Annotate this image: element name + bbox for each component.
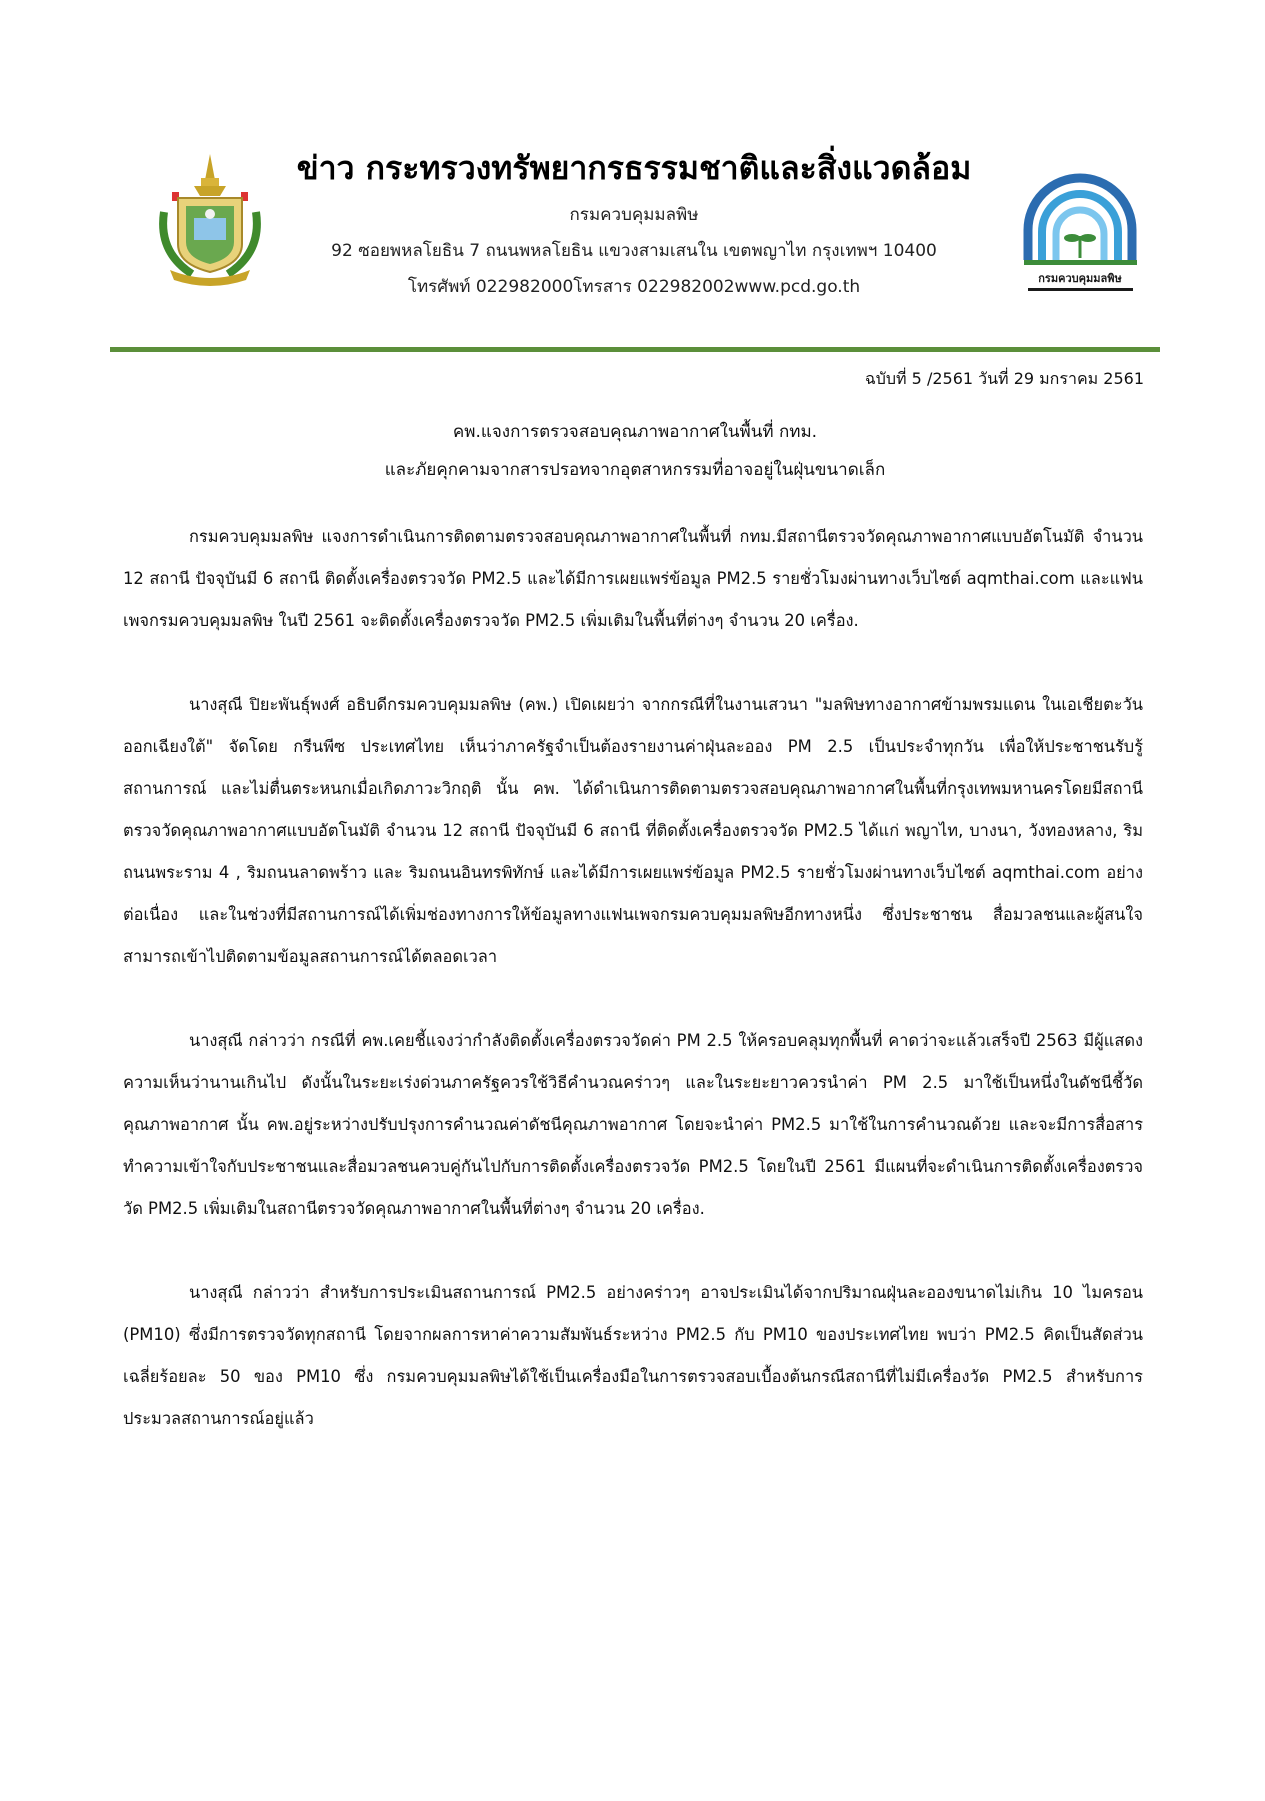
news-headline [110,413,1160,489]
paragraph-4: นางสุณี กล่าวว่า สำหรับการประเมินสถานการณ์ PM2.5 อย่างคร่าวๆ อาจประเมินได้จากปริมาณฝุ่นละอองขนาดไม่เกิน 10 ไมครอน (PM10) ซึ่งมีการตรวจวัดทุกสถานี โดยจากผลการหาค่าความสัมพันธ์ระหว่าง PM2.5 กับ PM10 ของประเทศไทย พบว่า PM2.5 คิดเป็นสัดส่วนเฉลี่ยร้อยละ 50 ของ PM10 ซึ่ง กรมควบคุมมลพิษได้ใช้เป็นเครื่องมือในการตรวจสอบเบื้องต้นกรณีสถานีที่ไม่มีเครื่องวัด PM2.5 สำหรับการประมวลสถานการณ์อยู่แล้ว [123,1283,1143,1428]
paragraph-2: นางสุณี ปิยะพันธุ์พงศ์ อธิบดีกรมควบคุมมลพิษ (คพ.) เปิดเผยว่า จากกรณีที่ในงานเสวนา "มลพิษทางอากาศข้ามพรมแดน ในเอเชียตะวันออกเฉียงใต้" จัดโดย กรีนพีซ ประเทศไทย เห็นว่าภาครัฐจำเป็นต้องรายงานค่าฝุ่นละออง PM 2.5 เป็นประจำทุกวัน เพื่อให้ประชาชนรับรู้สถานการณ์ และไม่ตื่นตระหนกเมื่อเกิดภาวะวิกฤติ นั้น คพ. ได้ดำเนินการติดตามตรวจสอบคุณภาพอากาศในพื้นที่กรุงเทพมหานครโดยมีสถานีตรวจวัดคุณภาพอากาศแบบอัตโนมัติ จำนวน 12 สถานี ปัจจุบันมี 6 สถานี ที่ติดตั้งเครื่องตรวจวัด PM2.5 ได้แก่ พญาไท, บางนา, วังทองหลาง, ริมถนนพระราม 4 , ริมถนนลาดพร้าว และ ริมถนนอินทรพิทักษ์ และได้มีการเผยแพร่ข้อมูล PM2.5 รายชั่วโมงผ่านทางเว็บไซต์ aqmthai.com อย่างต่อเนื่อง และในช่วงที่มีสถานการณ์ได้เพิ่มช่องทางการให้ข้อมูลทางแฟนเพจกรมควบคุมมลพิษอีกทางหนึ่ง ซึ่งประชาชน สื่อมวลชนและผู้สนใจสามารถเข้าไปติดตามข้อมูลสถานการณ์ได้ตลอดเวลา [123,695,1143,966]
ministry-title: ข่าว กระทรวงทรัพยากรธรรมชาติและสิ่งแวดล้อม [296,149,972,187]
contact-line: โทรศัพท์ 022982000โทรสาร 022982002www.pcd.go.th [407,277,861,297]
paragraph-3: นางสุณี กล่าวว่า กรณีที่ คพ.เคยชี้แจงว่ากำลังติดตั้งเครื่องตรวจวัดค่า PM 2.5 ให้ครอบคลุมทุกพื้นที่ คาดว่าจะแล้วเสร็จปี 2563 มีผู้แสดงความเห็นว่านานเกินไป ดังนั้นในระยะเร่งด่วนภาครัฐควรใช้วิธีคำนวณคร่าวๆ และในระยะยาวควรนำค่า PM 2.5 มาใช้เป็นหนึ่งในดัชนีชี้วัดคุณภาพอากาศ นั้น คพ.อยู่ระหว่างปรับปรุงการคำนวณค่าดัชนีคุณภาพอากาศ โดยจะนำค่า PM2.5 มาใช้ในการคำนวณด้วย และจะมีการสื่อสารทำความเข้าใจกับประชาชนและสื่อมวลชนควบคู่กันไปกับการติดตั้งเครื่องตรวจวัด PM2.5 โดยในปี 2561 มีแผนที่จะดำเนินการติดตั้งเครื่องตรวจวัด PM2.5 เพิ่มเติมในสถานีตรวจวัดคุณภาพอากาศในพื้นที่ต่างๆ จำนวน 20 เครื่อง. [123,1031,1143,1218]
issue-number-date: ฉบับที่ 5 /2561 วันที่ 29 มกราคม 2561 [864,369,1144,388]
letterhead [268,146,1000,302]
address-line: 92 ซอยพหลโยธิน 7 ถนนพหลโยธิน แขวงสามเสนใน เขตพญาไท กรุงเทพฯ 10400 [331,241,937,261]
department-name: กรมควบคุมมลพิษ [569,205,699,225]
headline-line-2: และภัยคุกคามจากสารปรอทจากอุตสาหกรรมที่อาจอยู่ในฝุ่นขนาดเล็ก [384,460,886,480]
article-body [123,516,1143,1482]
pcd-logo-text: กรมควบคุมมลพิษ [1038,272,1122,285]
ministry-crest-icon [152,152,268,288]
header-divider [110,347,1160,352]
paragraph-1: กรมควบคุมมลพิษ แจงการดำเนินการติดตามตรวจสอบคุณภาพอากาศในพื้นที่ กทม.มีสถานีตรวจวัดคุณภาพอากาศแบบอัตโนมัติ จำนวน 12 สถานี ปัจจุบันมี 6 สถานี ติดตั้งเครื่องตรวจวัด PM2.5 และได้มีการเผยแพร่ข้อมูล PM2.5 รายชั่วโมงผ่านทางเว็บไซต์ aqmthai.com และแฟนเพจกรมควบคุมมลพิษ ในปี 2561 จะติดตั้งเครื่องตรวจวัด PM2.5 เพิ่มเติมในพื้นที่ต่างๆ จำนวน 20 เครื่อง. [123,527,1143,630]
headline-line-1: คพ.แจงการตรวจสอบคุณภาพอากาศในพื้นที่ กทม. [452,422,818,442]
pcd-logo-icon [1018,172,1143,302]
